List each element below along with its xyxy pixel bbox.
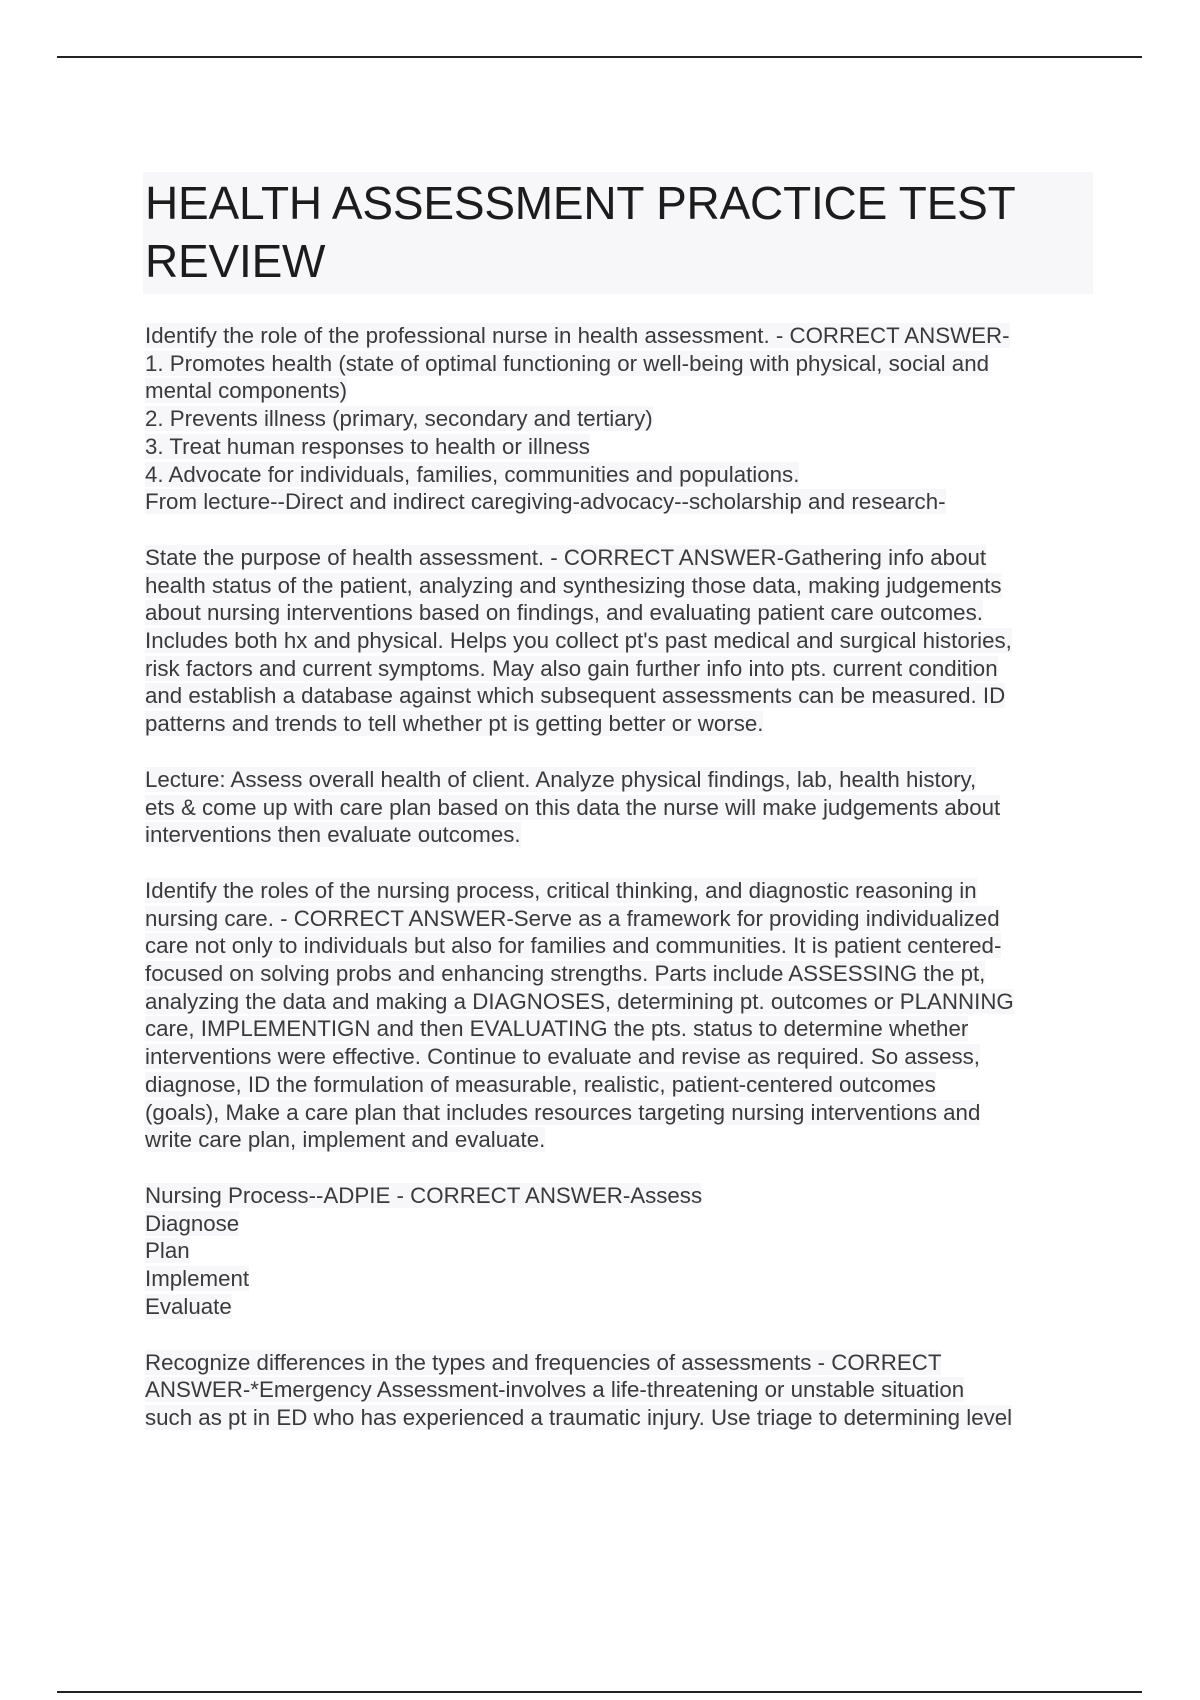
qa-block-assessment-types bbox=[145, 1349, 1095, 1432]
text-line: Lecture: Assess overall health of client. Analyze physical findings, lab, health history, bbox=[145, 766, 977, 792]
text-line: 4. Advocate for individuals, families, communities and populations. bbox=[145, 461, 800, 487]
text-line: and establish a database against which subsequent assessments can be measured. ID bbox=[145, 683, 1006, 709]
document-body bbox=[145, 322, 1095, 1460]
text-line: mental components) bbox=[145, 378, 348, 404]
text-line: 1. Promotes health (state of optimal functioning or well-being with physical, social and bbox=[145, 350, 990, 376]
title-block bbox=[143, 172, 1093, 294]
text-line: care not only to individuals but also for families and communities. It is patient centered- bbox=[145, 933, 1002, 959]
text-line: State the purpose of health assessment. - CORRECT ANSWER-Gathering info about bbox=[145, 544, 987, 570]
text-line: Recognize differences in the types and frequencies of assessments - CORRECT bbox=[145, 1349, 942, 1375]
text-line: care, IMPLEMENTIGN and then EVALUATING the pts. status to determine whether bbox=[145, 1016, 969, 1042]
text-line: such as pt in ED who has experienced a traumatic injury. Use triage to determining level bbox=[145, 1404, 1013, 1430]
text-line: Identify the role of the professional nurse in health assessment. - CORRECT ANSWER- bbox=[145, 323, 1010, 348]
text-line: ANSWER-*Emergency Assessment-involves a life-threatening or unstable situation bbox=[145, 1377, 965, 1403]
text-line: nursing care. - CORRECT ANSWER-Serve as a framework for providing individualized bbox=[145, 905, 1000, 931]
text-line: Identify the roles of the nursing process, critical thinking, and diagnostic reasoning in bbox=[145, 877, 977, 903]
text-line: Diagnose bbox=[145, 1210, 240, 1236]
text-line: analyzing the data and making a DIAGNOSES, determining pt. outcomes or PLANNING bbox=[145, 988, 1014, 1014]
qa-block-lecture bbox=[145, 766, 1095, 849]
bottom-rule bbox=[57, 1691, 1142, 1693]
title-line: REVIEW bbox=[145, 235, 326, 287]
text-line: Evaluate bbox=[145, 1293, 232, 1319]
text-line: 3. Treat human responses to health or illness bbox=[145, 433, 590, 459]
text-line: risk factors and current symptoms. May also gain further info into pts. current condition bbox=[145, 655, 998, 681]
text-line: about nursing interventions based on findings, and evaluating patient care outcomes. bbox=[145, 600, 983, 626]
title-line: HEALTH ASSESSMENT PRACTICE TEST bbox=[145, 177, 1016, 229]
text-line: Implement bbox=[145, 1266, 250, 1292]
text-line: ets & come up with care plan based on this data the nurse will make judgements about bbox=[145, 794, 1001, 820]
qa-block-purpose bbox=[145, 544, 1095, 738]
text-line: focused on solving probs and enhancing strengths. Parts include ASSESSING the pt, bbox=[145, 961, 986, 987]
qa-block-nurse-role bbox=[145, 322, 1095, 516]
qa-block-nursing-process-roles bbox=[145, 877, 1095, 1154]
text-line: patterns and trends to tell whether pt is getting better or worse. bbox=[145, 711, 764, 737]
text-line: Includes both hx and physical. Helps you collect pt's past medical and surgical histories, bbox=[145, 628, 1012, 654]
text-line: Nursing Process--ADPIE - CORRECT ANSWER-Assess bbox=[145, 1182, 703, 1208]
text-line: write care plan, implement and evaluate. bbox=[145, 1127, 546, 1153]
text-line: 2. Prevents illness (primary, secondary and tertiary) bbox=[145, 406, 653, 432]
text-line: health status of the patient, analyzing and synthesizing those data, making judgements bbox=[145, 572, 1002, 598]
document-title bbox=[145, 174, 1093, 290]
qa-block-adpie bbox=[145, 1182, 1095, 1321]
text-line: diagnose, ID the formulation of measurable, realistic, patient-centered outcomes bbox=[145, 1071, 936, 1097]
text-line: interventions were effective. Continue to evaluate and revise as required. So assess, bbox=[145, 1044, 980, 1070]
top-rule bbox=[57, 56, 1142, 58]
text-line: (goals), Make a care plan that includes resources targeting nursing interventions and bbox=[145, 1099, 981, 1125]
text-line: From lecture--Direct and indirect caregiving-advocacy--scholarship and research- bbox=[145, 489, 946, 515]
text-line: Plan bbox=[145, 1238, 190, 1264]
text-line: interventions then evaluate outcomes. bbox=[145, 822, 521, 848]
